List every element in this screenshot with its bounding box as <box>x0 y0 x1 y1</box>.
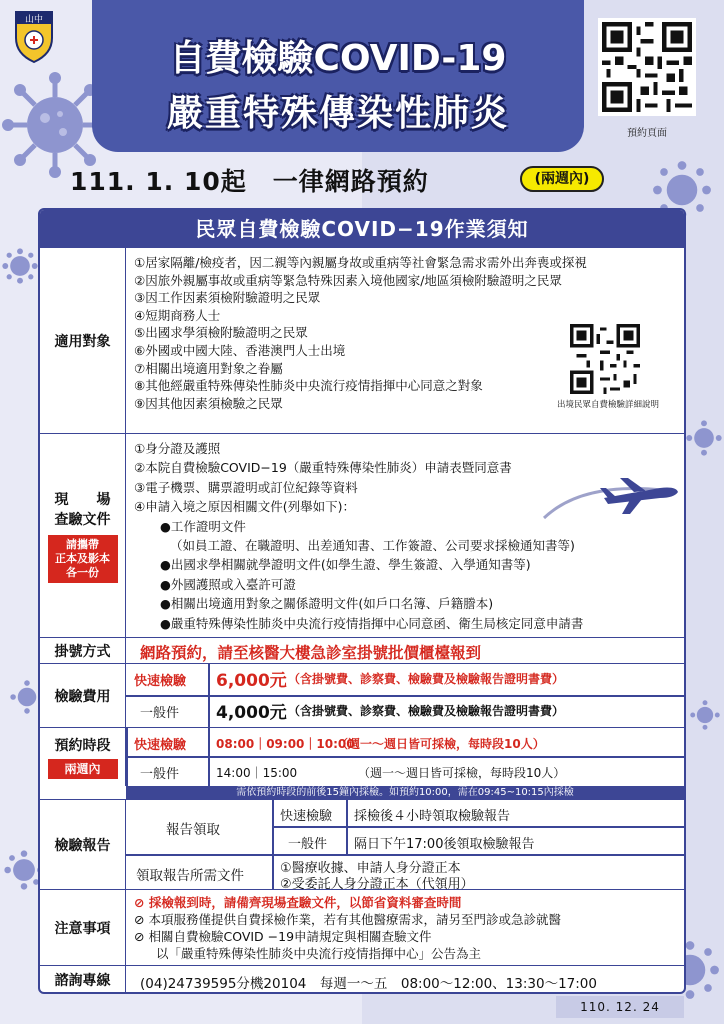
virus-icon <box>686 420 722 456</box>
documents-label: 現 場 查驗文件 請攜帶 正本及影本 各一份 <box>40 434 126 637</box>
list-item: ③電子機票、購票證明或訂位紀錄等資料 <box>134 479 358 495</box>
report-text-general: 隔日下午17:00後領取檢驗報告 <box>354 837 535 852</box>
two-weeks-tag: 兩週內 <box>48 759 118 779</box>
departure-info-qr-label: 出境民眾自費檢驗詳細說明 <box>556 400 659 410</box>
fee-type-general: 一般件 <box>140 706 180 721</box>
title-line-2: 嚴重特殊傳染性肺炎 <box>166 93 509 134</box>
slot-note-rapid: （週一～週日皆可採檢，每時段10人） <box>336 737 545 751</box>
virus-icon <box>690 700 720 730</box>
list-item: ①居家隔離/檢疫者，因二親等內親屬身故或重病等社會緊急需求需外出奔喪或探視 <box>134 255 587 270</box>
logo-top-text: 山中 <box>24 15 44 25</box>
airplane-icon <box>542 472 682 522</box>
eligibility-label: 適用對象 <box>40 248 126 433</box>
hospital-badge-icon <box>12 8 56 64</box>
check-circle-icon: ⊘ <box>134 929 145 944</box>
qr-code-icon <box>570 324 640 394</box>
two-weeks-pill: (兩週內) <box>520 166 604 192</box>
slot-type-general: 一般件 <box>140 767 180 782</box>
list-item: ⊘ 採檢報到時，請備齊現場查驗文件，以節省資料審查時間 <box>134 895 462 910</box>
contact-label: 諮詢專線 <box>40 966 126 994</box>
hospital-logo <box>12 8 56 64</box>
list-item: ⊘ 本項服務僅提供自費採檢作業，若有其他醫療需求，請另至門診或急診就醫 <box>134 912 561 927</box>
timeslots-section <box>40 728 684 800</box>
list-item: ②因旅外親屬事故或重病等緊急特殊因素入境他國家/地區須檢附驗證明之民眾 <box>134 272 562 288</box>
list-item: ●外國護照或入臺許可證 <box>160 576 296 592</box>
report-section-divider <box>126 854 684 856</box>
title-panel <box>92 0 584 152</box>
contact-text: (04)24739595分機20104 每週一～五 08:00～12:00、13:30～17:00 <box>140 976 597 992</box>
list-item: ⑨因其他因素須檢驗之民眾 <box>134 395 283 411</box>
notes-section <box>40 890 684 966</box>
slot-type-rapid: 快速檢驗 <box>134 738 187 753</box>
list-item: ②本院自費檢驗COVID−19（嚴重特殊傳染性肺炎）申請表暨同意書 <box>134 460 512 476</box>
list-item: （如員工證、在職證明、出差通知書、工作簽證、公司要求採檢通知書等) <box>170 538 575 554</box>
report-docs-label: 領取報告所需文件 <box>136 868 244 884</box>
virus-icon <box>2 248 38 284</box>
check-circle-icon: ⊘ <box>134 895 145 910</box>
eligibility-section <box>40 248 684 434</box>
documents-section <box>40 434 684 638</box>
report-label: 檢驗報告 <box>40 800 126 889</box>
booking-qr-code[interactable] <box>598 18 696 116</box>
registration-section <box>40 638 684 664</box>
notice-card <box>38 208 686 994</box>
fees-label: 檢驗費用 <box>40 664 126 727</box>
list-item: ⑥外國或中國大陸、香港澳門人士出境 <box>134 342 346 358</box>
documents-list <box>134 439 583 633</box>
fee-amount-rapid: 6,000元 <box>216 671 287 691</box>
notes-label: 注意事項 <box>40 890 126 965</box>
list-item: ⑤出國求學須檢附驗證明之民眾 <box>134 325 308 341</box>
list-item: ●相關出境適用對象之關係證明文件(如戶口名簿、戶籍謄本) <box>160 596 494 612</box>
list-item: ●嚴重特殊傳染性肺炎中央流行疫情指揮中心同意函、衛生局核定同意申請書 <box>160 615 584 631</box>
booking-date-banner: 111. 1. 10起 一律網路預約 <box>70 167 429 196</box>
timeslots-row-divider <box>126 756 684 758</box>
list-item: ④申請入境之原因相關文件(列舉如下)： <box>134 499 355 515</box>
bring-originals-tag: 請攜帶 正本及影本 各一份 <box>48 535 118 583</box>
timeslot-notice: 需依預約時段的前後15鐘內採檢。如預約10:00，需在09:45~10:15內採檢 <box>126 786 684 800</box>
report-type-rapid: 快速檢驗 <box>280 809 333 824</box>
report-type-general: 一般件 <box>288 837 328 852</box>
slot-note-general: （週一～週日皆可採檢，每時段10人） <box>358 766 566 780</box>
eligibility-list <box>134 254 587 412</box>
report-text-rapid: 採檢後４小時領取檢驗報告 <box>354 809 511 824</box>
notes-list <box>134 894 561 962</box>
fees-row-divider <box>126 695 684 697</box>
report-doc-1: ①醫療收據、申請人身分證正本 <box>280 861 461 876</box>
fees-section <box>40 664 684 728</box>
check-circle-icon: ⊘ <box>134 912 145 927</box>
fee-amount-general: 4,000元 <box>216 703 287 723</box>
issue-date: 110. 12. 24 <box>556 996 684 1018</box>
fee-note-rapid: （含掛號費、診察費、檢驗費及檢驗報告證明書費） <box>288 672 565 686</box>
list-item: ⑧其他經嚴重特殊傳染性肺炎中央流行疫情指揮中心同意之對象 <box>134 378 483 394</box>
list-item: ③因工作因素須檢附驗證明之民眾 <box>134 290 321 306</box>
slot-times-general: 14:00｜15:00 <box>216 766 298 780</box>
fee-type-rapid: 快速檢驗 <box>134 674 187 689</box>
report-divider-3 <box>272 854 274 890</box>
list-item: ⑦相關出境適用對象之眷屬 <box>134 360 283 376</box>
list-item: ④短期商務人士 <box>134 307 221 323</box>
list-item: ●工作證明文件 <box>160 518 246 534</box>
contact-section <box>40 966 684 994</box>
list-item: ●出國求學相關就學證明文件(如學生證、學生簽證、入學通知書等) <box>160 557 531 573</box>
list-item: ⊘ 相關自費檢驗COVID −19申請規定與相關查驗文件 <box>134 929 432 944</box>
report-section <box>40 800 684 890</box>
qr-code-icon <box>602 22 692 112</box>
fee-note-general: （含掛號費、診察費、檢驗費及檢驗報告證明書費） <box>288 704 565 718</box>
slot-times-rapid: 08:00｜09:00｜10:00 <box>216 737 355 751</box>
registration-text: 網路預約，請至核醫大樓急診室掛號批價櫃檯報到 <box>140 644 482 662</box>
list-item: 以「嚴重特殊傳染性肺炎中央流行疫情指揮中心」公告為主 <box>156 946 482 961</box>
report-doc-2: ②受委託人身分證正本（代領用） <box>280 877 474 892</box>
title-line-1: 自費檢驗COVID-19 <box>169 38 507 79</box>
report-row-divider <box>272 826 684 828</box>
booking-qr-label: 預約頁面 <box>627 128 667 139</box>
timeslots-label: 預約時段 兩週內 <box>40 728 126 786</box>
list-item: ①身分證及護照 <box>134 441 221 456</box>
report-pickup-label: 報告領取 <box>166 822 220 838</box>
card-header: 民眾自費檢驗COVID−19作業須知 <box>40 210 684 248</box>
departure-info-qr-code[interactable] <box>570 324 640 394</box>
registration-label: 掛號方式 <box>40 638 126 663</box>
